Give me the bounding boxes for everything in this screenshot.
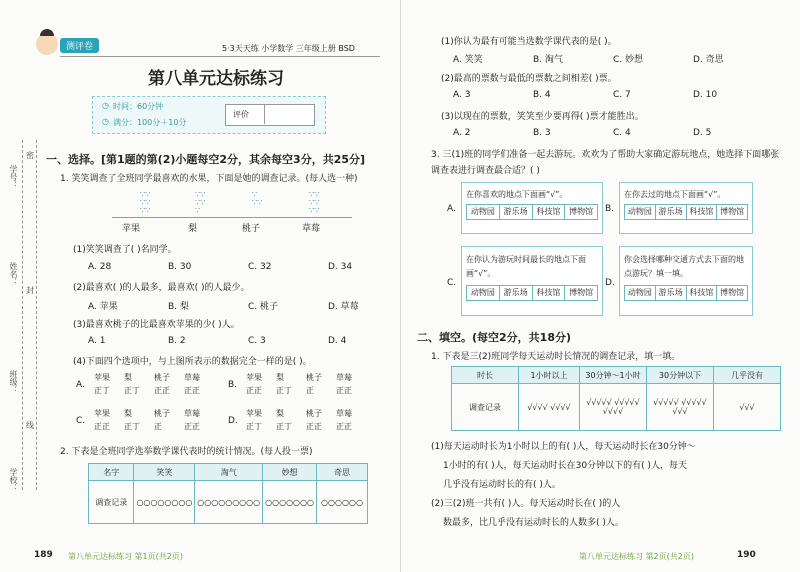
seal-mark-feng: 封 — [26, 286, 34, 295]
q3-option-c-label[interactable]: C. — [447, 278, 457, 288]
q3-option-d-text: 你会选择哪种交通方式去下面的地点游玩？填一填。 — [624, 255, 744, 278]
page-title: 第八单元达标练习 — [148, 69, 284, 89]
q2-3-option-b[interactable]: B. 3 — [533, 128, 551, 138]
binding-student-id: 学号： — [9, 165, 18, 189]
q1-4-option-c-cell: 正正 — [94, 422, 110, 431]
header-rule — [60, 56, 380, 57]
q3-option-d-label[interactable]: D. — [605, 278, 615, 288]
q3-option-b[interactable] — [619, 182, 753, 234]
q1-4-option-d-cell: 桃子 — [306, 409, 322, 418]
q1-4-option-c-cell: 梨 — [124, 409, 132, 418]
vote-header-name: 名字 — [89, 464, 134, 481]
score-icon: ◷ — [102, 117, 109, 126]
vote-cell-xiaoxiao: ○○○○○○○○ — [134, 481, 195, 524]
q2-3-option-a[interactable]: A. 2 — [453, 128, 471, 138]
tally-pear: ∵∵ ∵∵ ∵ — [195, 190, 206, 215]
q2-1-option-c[interactable]: C. 妙想 — [613, 55, 644, 65]
q3-option-d-places — [624, 285, 748, 301]
fill-1-1-line-c: 几乎没有运动时长的有( )人。 — [443, 480, 561, 490]
tally-strawberry: ∵∵ ∵∵ ∵∵ — [309, 190, 320, 215]
footer-left: 第八单元达标练习 第1页(共2页) — [68, 552, 183, 561]
q1-4-option-b-cell: 桃子 — [306, 373, 322, 382]
question-2: 2. 下表是全班同学选举数学课代表时的统计情况。(每人投一票) — [60, 447, 313, 457]
place-science: 科技馆 — [687, 205, 718, 219]
q1-4-option-c-cell: 正 — [154, 422, 162, 431]
binding-line-inner — [36, 140, 37, 490]
place-park: 游乐场 — [656, 286, 687, 300]
vote-cell-qisi: ○○○○○○ — [317, 481, 368, 524]
q1-4-option-d-cell: 梨 — [276, 409, 284, 418]
exercise-header-duration: 时长 — [452, 367, 519, 384]
q2-1-option-d[interactable]: D. 奇思 — [693, 55, 724, 65]
footer-right: 第八单元达标练习 第2页(共2页) — [579, 552, 694, 561]
place-museum: 博物馆 — [720, 207, 745, 216]
q1-4-option-b-cell: 苹果 — [246, 373, 262, 382]
binding-line-outer — [22, 140, 23, 490]
exercise-cell-over-1h: √√√√ √√√√ — [519, 384, 580, 431]
q3-option-a-text: 在你喜欢的地点下面画“√”。 — [466, 190, 568, 199]
fruit-pear: 梨 — [188, 224, 198, 234]
mascot-avatar — [36, 33, 58, 55]
question-2-3: (3)以现在的票数，笑笑至少要再得( )票才能胜出。 — [441, 112, 644, 122]
series-label: 5·3天天练 小学数学 三年级上册 BSD — [222, 44, 355, 53]
q1-4-option-d-label[interactable]: D. — [228, 416, 238, 426]
q1-4-option-a-cell: 草莓 — [184, 373, 200, 382]
question-2-2: (2)最高的票数与最低的票数之间相差( )票。 — [441, 74, 617, 84]
q3-option-d[interactable] — [619, 246, 753, 316]
vote-cell-miaoxiang: ○○○○○○○ — [263, 481, 317, 524]
place-museum: 博物馆 — [720, 288, 745, 297]
exercise-row-label: 调查记录 — [452, 384, 519, 431]
q1-4-option-c-label[interactable]: C. — [76, 416, 86, 426]
q1-2-option-b[interactable]: B. 梨 — [168, 302, 189, 312]
q1-4-option-a-cell: 苹果 — [94, 373, 110, 382]
place-museum: 博物馆 — [569, 288, 594, 297]
q2-2-option-c[interactable]: C. 7 — [613, 90, 631, 100]
vote-header-qisi: 奇思 — [317, 464, 368, 481]
q1-4-option-d-cell: 正正 — [336, 422, 352, 431]
vote-header-taoqi: 淘气 — [195, 464, 263, 481]
q1-4-option-d-cell: 苹果 — [246, 409, 262, 418]
q1-4-option-a-cell: 正正 — [184, 386, 200, 395]
q1-4-option-b-label[interactable]: B. — [228, 380, 238, 390]
seal-mark-xian: 线 — [26, 421, 34, 430]
mascot-hair — [40, 29, 54, 36]
tally-graph — [135, 191, 355, 217]
q1-4-option-d-cell: 正丁 — [246, 422, 262, 431]
q1-4-option-a-cell: 正丁 — [124, 386, 140, 395]
grade-label: 评价 — [233, 110, 249, 119]
q1-4-option-d-cell: 正正 — [306, 422, 322, 431]
question-2-1: (1)你认为最有可能当选数学课代表的是( )。 — [441, 37, 617, 47]
q3-option-c-text: 在你认为游玩时间最长的地点下面画“√”。 — [466, 255, 586, 278]
exercise-cell-none: √√√ — [714, 384, 781, 431]
grade-divider — [264, 104, 265, 124]
q1-4-option-b-cell: 正 — [306, 386, 314, 395]
q1-4-option-a-label[interactable]: A. — [76, 380, 85, 390]
q1-4-option-b-cell: 梨 — [276, 373, 284, 382]
binding-class: 班级： — [9, 370, 18, 394]
q1-3-option-b[interactable]: B. 2 — [168, 336, 186, 346]
fill-question-1: 1. 下表是三(2)班同学每天运动时长情况的调查记录，填一填。 — [431, 352, 681, 362]
q1-1-option-b[interactable]: B. 30 — [168, 262, 192, 272]
q1-4-option-c-cell: 正丁 — [124, 422, 140, 431]
tally-peach: ∵ ∵∵ — [252, 190, 263, 207]
q3-option-a-places — [466, 204, 598, 220]
q3-option-b-text: 在你去过的地点下面画“√”。 — [624, 190, 726, 199]
q3-option-a-label[interactable]: A. — [447, 204, 456, 214]
q2-2-option-b[interactable]: B. 4 — [533, 90, 551, 100]
fill-1-2-line-b: 数最多，比几乎没有运动时长的人数多( )人。 — [443, 518, 624, 528]
place-zoo: 动物园 — [467, 205, 500, 219]
q1-4-option-c-cell: 草莓 — [184, 409, 200, 418]
place-zoo: 动物园 — [467, 286, 500, 300]
question-1-1: (1)笑笑调查了( )名同学。 — [73, 245, 177, 255]
place-zoo: 动物园 — [625, 286, 656, 300]
q1-4-option-c-cell: 桃子 — [154, 409, 170, 418]
seal-mark-mi: 密 — [26, 151, 34, 160]
clock-icon: ◷ — [102, 101, 109, 110]
q1-4-option-d-cell: 正丁 — [276, 422, 292, 431]
q1-4-option-d-cell: 草莓 — [336, 409, 352, 418]
exercise-header-over-1h: 1小时以上 — [519, 367, 580, 384]
q1-1-option-a[interactable]: A. 28 — [88, 262, 112, 272]
q1-4-option-c-cell: 苹果 — [94, 409, 110, 418]
exam-badge: 测评卷 — [60, 38, 99, 53]
place-science: 科技馆 — [533, 205, 566, 219]
q1-2-option-a[interactable]: A. 苹果 — [88, 302, 118, 312]
fruit-strawberry: 草莓 — [302, 224, 321, 234]
vote-header-miaoxiang: 妙想 — [263, 464, 317, 481]
exercise-header-30m-1h: 30分钟～1小时 — [580, 367, 647, 384]
fill-1-1-line-b: 1小时的有( )人，每天运动时长在30分钟以下的有( )人，每天 — [443, 461, 687, 471]
vote-header-xiaoxiao: 笑笑 — [134, 464, 195, 481]
binding-school: 学校： — [9, 468, 18, 492]
q1-4-option-b-cell: 草莓 — [336, 373, 352, 382]
right-page — [400, 0, 800, 572]
fill-1-1-line-a: (1)每天运动时长为1小时以上的有( )人，每天运动时长在30分钟～ — [431, 442, 696, 452]
q2-3-option-c[interactable]: C. 4 — [613, 128, 631, 138]
q1-4-option-b-cell: 正正 — [246, 386, 262, 395]
tally-apple: ∵∵ ∵∵ ∵∵ — [140, 190, 151, 215]
page-number-left: 189 — [34, 550, 53, 560]
q2-2-option-d[interactable]: D. 10 — [693, 90, 718, 100]
q1-2-option-c[interactable]: C. 桃子 — [248, 302, 279, 312]
tally-axis — [112, 217, 352, 218]
exercise-header-under-30m: 30分钟以下 — [647, 367, 714, 384]
place-museum: 博物馆 — [569, 207, 594, 216]
place-park: 游乐场 — [656, 205, 687, 219]
q3-option-b-label[interactable]: B. — [605, 204, 615, 214]
vote-table — [88, 463, 368, 524]
vote-cell-taoqi: ○○○○○○○○○ — [195, 481, 263, 524]
q2-1-option-b[interactable]: B. 淘气 — [533, 55, 563, 65]
q3-option-a[interactable] — [461, 182, 603, 234]
q3-option-c-places — [466, 285, 598, 301]
q1-1-option-c[interactable]: C. 32 — [248, 262, 272, 272]
q1-4-option-a-cell: 梨 — [124, 373, 132, 382]
section-1-heading: 一、选择。[第1题的第(2)小题每空2分，其余每空3分，共25分] — [46, 153, 366, 166]
q1-4-option-c-cell: 正正 — [184, 422, 200, 431]
q1-4-option-b-cell: 正正 — [336, 386, 352, 395]
question-1-2: (2)最喜欢( )的人最多，最喜欢( )的人最少。 — [73, 283, 250, 293]
exercise-header-none: 几乎没有 — [714, 367, 781, 384]
q2-2-option-a[interactable]: A. 3 — [453, 90, 471, 100]
q1-3-option-d[interactable]: D. 4 — [328, 336, 347, 346]
question-1-3: (3)最喜欢桃子的比最喜欢苹果的少( )人。 — [73, 320, 240, 330]
page-number-right: 190 — [737, 550, 756, 560]
q1-4-option-a-cell: 桃子 — [154, 373, 170, 382]
fruit-peach: 桃子 — [242, 224, 261, 234]
binding-name: 姓名： — [9, 262, 18, 286]
place-park: 游乐场 — [500, 286, 533, 300]
q1-1-option-d[interactable]: D. 34 — [328, 262, 353, 272]
fill-1-2-line-a: (2)三(2)班一共有( )人。每天运动时长在( )的人 — [431, 499, 621, 509]
question-3: 3. 三(1)班的同学们准备一起去游玩。欢欢为了帮助大家确定游玩地点，她选择下面哪张调查表进行调查最合适？( ) — [431, 150, 780, 176]
exercise-cell-30m-1h: √√√√√ √√√√√ √√√√ — [580, 384, 647, 431]
q1-4-option-a-cell: 正正 — [154, 386, 170, 395]
fruit-apple: 苹果 — [122, 224, 141, 234]
place-science: 科技馆 — [687, 286, 718, 300]
vote-row-label: 调查记录 — [89, 481, 134, 524]
q2-1-option-a[interactable]: A. 笑笑 — [453, 55, 483, 65]
q2-3-option-d[interactable]: D. 5 — [693, 128, 712, 138]
exercise-table — [451, 366, 781, 431]
exercise-cell-under-30m: √√√√√ √√√√√ √√√ — [647, 384, 714, 431]
place-science: 科技馆 — [533, 286, 566, 300]
q1-3-option-a[interactable]: A. 1 — [88, 336, 106, 346]
question-1: 1. 笑笑调查了全班同学最喜欢的水果，下面是她的调查记录。(每人选一种) — [60, 174, 358, 184]
q1-4-option-a-cell: 正丁 — [94, 386, 110, 395]
question-1-4: (4)下面四个选项中，与上图所表示的数据完全一样的是( )。 — [73, 357, 312, 367]
section-2-heading: 二、填空。(每空2分，共18分) — [417, 331, 572, 344]
time-limit: 时间：60分钟 — [113, 102, 164, 111]
q1-4-option-b-cell: 正丁 — [276, 386, 292, 395]
q1-2-option-d[interactable]: D. 草莓 — [328, 302, 359, 312]
q3-option-b-places — [624, 204, 748, 220]
full-score: 满分：100分＋10分 — [113, 118, 187, 127]
place-zoo: 动物园 — [625, 205, 656, 219]
q1-3-option-c[interactable]: C. 3 — [248, 336, 266, 346]
q3-option-c[interactable] — [461, 246, 603, 316]
place-park: 游乐场 — [500, 205, 533, 219]
